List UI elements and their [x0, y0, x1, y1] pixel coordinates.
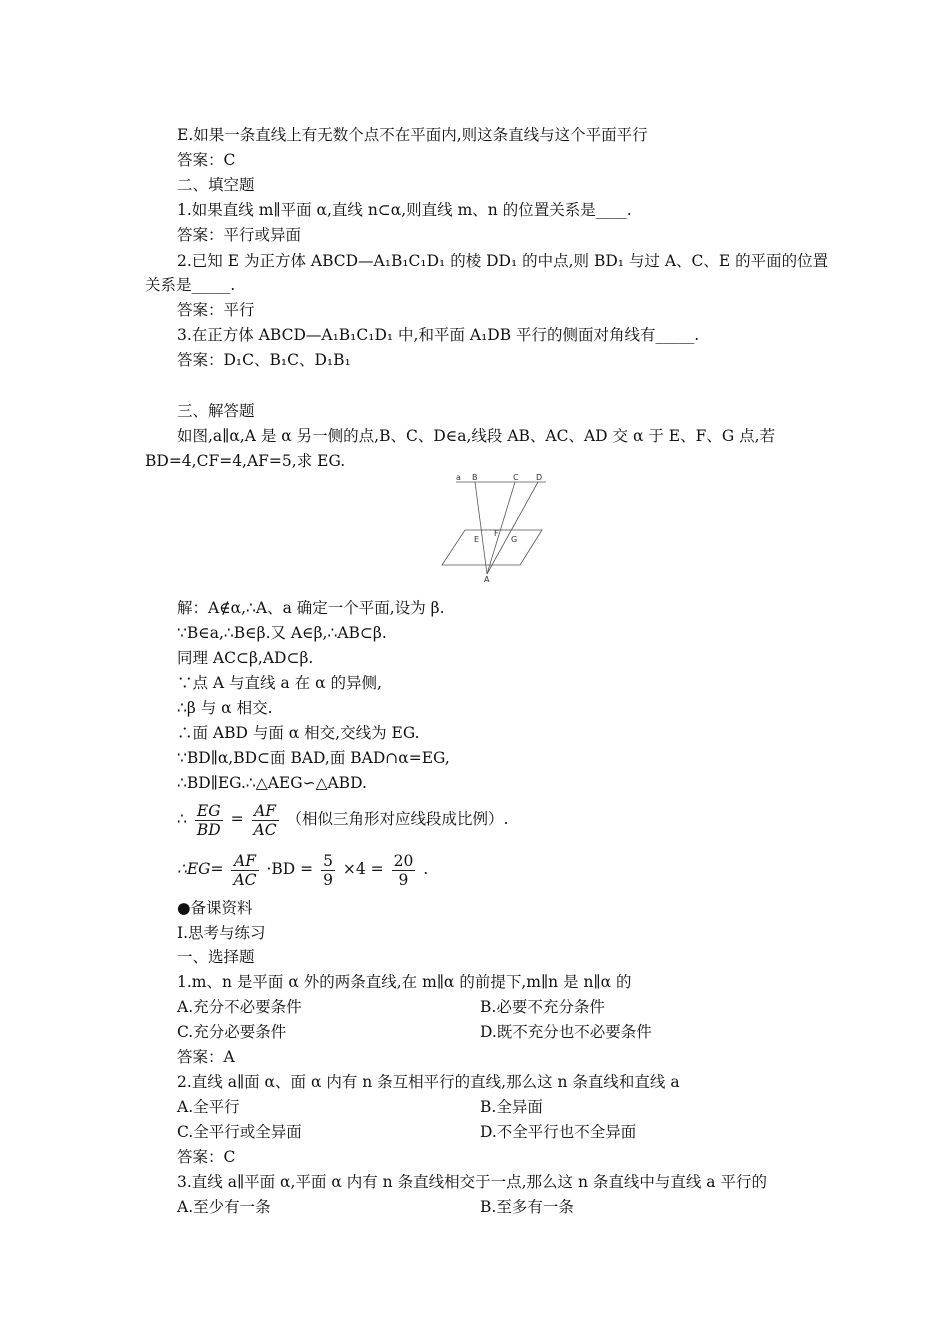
geometry-figure-svg	[430, 470, 560, 585]
eq2-f2-den: 9	[323, 870, 333, 889]
label-point-a: A	[484, 575, 490, 584]
label-f: F	[494, 529, 499, 538]
choice-3-option-b: B.至多有一条	[480, 1198, 574, 1216]
choice-1-option-c: C.充分必要条件	[177, 1023, 287, 1041]
choice-1-option-a: A.充分不必要条件	[177, 998, 302, 1016]
label-d: D	[536, 473, 543, 482]
segment-ab	[475, 482, 487, 574]
label-e: E	[474, 535, 480, 544]
fraction-eg-bd	[195, 802, 223, 839]
answer-fill-3: 答案：D₁C、B₁C、D₁B₁	[177, 351, 351, 369]
equation-proportion	[177, 800, 508, 839]
fraction-af-ac	[252, 802, 279, 839]
section-fill-in: 二、填空题	[177, 176, 255, 194]
answer-fill-2: 答案：平行	[177, 301, 255, 319]
fraction-20-9	[392, 852, 416, 889]
choice-answer-2: 答案：C	[177, 1148, 236, 1166]
choice-question-2: 2.直线 a∥面 α、面 α 内有 n 条互相平行的直线,那么这 n 条直线和直线 a	[177, 1073, 680, 1091]
prep-materials-heading: ●备课资料	[177, 899, 253, 917]
choice-2-option-b: B.全异面	[480, 1098, 543, 1116]
section-solve: 三、解答题	[177, 402, 255, 420]
answer-fill-1: 答案：平行或异面	[177, 226, 302, 244]
answer-1: 答案：C	[177, 151, 236, 169]
eq2-end: .	[423, 860, 429, 878]
solution-line-2: ∵B∈a,∴B∈β.又 A∈β,∴AB⊂β.	[177, 624, 387, 642]
question-fill-2-cont: 关系是_____.	[145, 276, 236, 294]
label-b: B	[472, 473, 478, 482]
solution-line-6: ∴面 ABD 与面 α 相交,交线为 EG.	[177, 724, 420, 742]
choice-question-3: 3.直线 a∥平面 α,平面 α 内有 n 条直线相交于一点,那么这 n 条直线中与直线 a 平行的	[177, 1173, 767, 1191]
problem-text-cont: BD=4,CF=4,AF=5,求 EG.	[145, 452, 346, 470]
fraction-5-9	[321, 852, 335, 889]
eq1-f1-num: EG	[195, 802, 223, 821]
segment-ac	[487, 482, 518, 574]
fraction-af-ac-2	[231, 852, 258, 889]
eq1-prefix: ∴	[177, 810, 187, 828]
thinking-practice-heading: Ⅰ.思考与练习	[177, 924, 266, 942]
choice-1-options-row-1	[177, 996, 605, 1018]
segment-ad	[487, 482, 538, 574]
eq2-f3-den: 9	[398, 870, 409, 889]
question-fill-2: 2.已知 E 为正方体 ABCD—A₁B₁C₁D₁ 的棱 DD₁ 的中点,则 BD₁ 与过 A、C、E 的平面的位置	[177, 252, 829, 270]
choice-question-1: 1.m、n 是平面 α 外的两条直线,在 m∥α 的前提下,m∥n 是 n∥α 的	[177, 973, 632, 991]
plane-alpha	[442, 530, 542, 565]
solution-line-5: ∴β 与 α 相交.	[177, 699, 273, 717]
eq2-times: ×4 =	[342, 860, 384, 878]
choice-answer-1: 答案：A	[177, 1048, 235, 1066]
question-fill-3: 3.在正方体 ABCD—A₁B₁C₁D₁ 中,和平面 A₁DB 平行的侧面对角线有_____.	[177, 326, 700, 344]
choice-1-option-b: B.必要不充分条件	[480, 998, 605, 1016]
eq2-f1-num: AF	[231, 852, 258, 871]
solution-line-4: ∵点 A 与直线 a 在 α 的异侧,	[177, 674, 382, 692]
eq2-prefix: ∴EG=	[177, 860, 224, 878]
choice-1-options-row-2	[177, 1021, 652, 1043]
eq2-mid: ·BD =	[266, 860, 314, 878]
choice-3-options-row-1	[177, 1196, 574, 1218]
solution-line-8: ∴BD∥EG.∴△AEG∽△ABD.	[177, 774, 367, 792]
eq1-equals: =	[230, 810, 244, 828]
choice-2-option-c: C.全平行或全异面	[177, 1123, 302, 1141]
question-fill-1: 1.如果直线 m∥平面 α,直线 n⊂α,则直线 m、n 的位置关系是____.	[177, 201, 632, 219]
solution-line-3: 同理 AC⊂β,AD⊂β.	[177, 649, 314, 667]
label-c: C	[513, 473, 519, 482]
label-a: a	[456, 473, 461, 482]
choice-2-option-a: A.全平行	[177, 1098, 240, 1116]
solution-line-1: 解：A∉α,∴A、a 确定一个平面,设为 β.	[177, 599, 445, 617]
eq2-f3-num: 20	[393, 851, 414, 870]
eq1-f2-den: AC	[253, 820, 277, 839]
solution-line-7: ∵BD∥α,BD⊂面 BAD,面 BAD∩α=EG,	[177, 749, 450, 767]
eq1-f1-den: BD	[196, 820, 221, 839]
choice-2-options-row-1	[177, 1096, 543, 1118]
eq1-note: （相似三角形对应线段成比例）.	[286, 810, 509, 828]
eq2-f1-den: AC	[233, 870, 257, 889]
geometry-figure	[430, 470, 560, 585]
choice-1-option-d: D.既不充分也不必要条件	[480, 1023, 652, 1041]
option-e: E.如果一条直线上有无数个点不在平面内,则这条直线与这个平面平行	[177, 126, 648, 144]
choice-3-option-a: A.至少有一条	[177, 1198, 271, 1216]
label-g: G	[511, 535, 518, 544]
choice-2-options-row-2	[177, 1121, 637, 1143]
problem-text: 如图,a∥α,A 是 α 另一侧的点,B、C、D∈a,线段 AB、AC、AD 交 α 于 E、F、G 点,若	[177, 427, 776, 445]
eq1-f2-num: AF	[252, 802, 279, 821]
choice-2-option-d: D.不全平行也不全异面	[480, 1123, 637, 1141]
section-choice: 一、选择题	[177, 948, 255, 966]
eq2-f2-num: 5	[323, 851, 333, 870]
equation-result	[177, 850, 428, 889]
